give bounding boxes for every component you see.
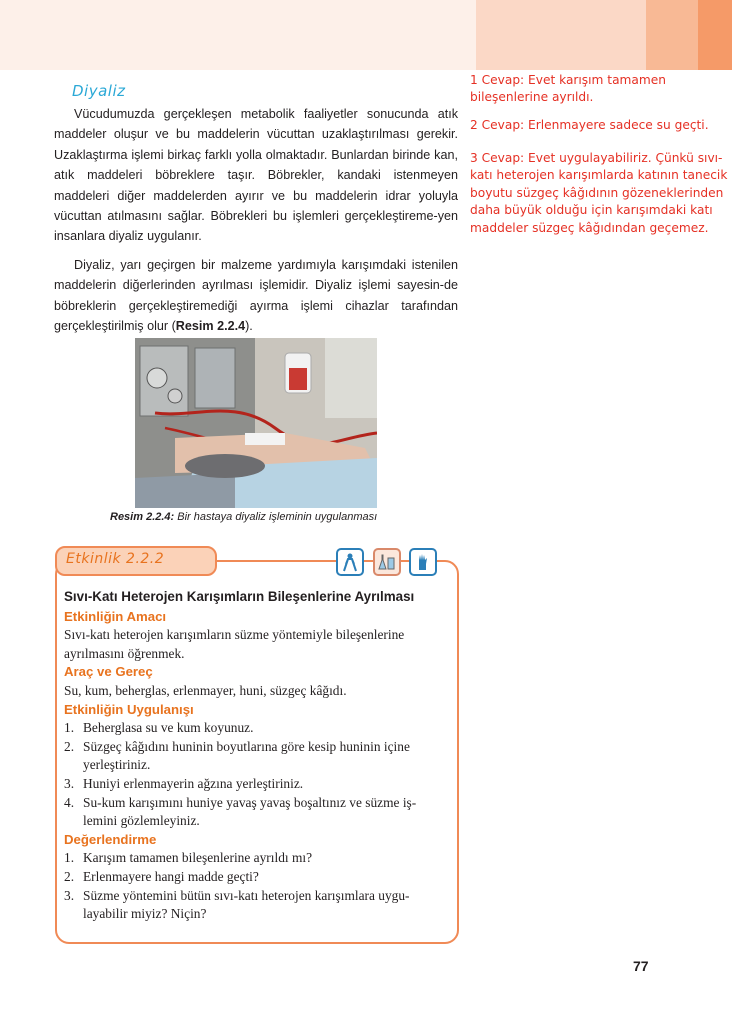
list-item: 1. Beherglasa su ve kum koyunuz. — [64, 720, 254, 736]
aim-text: Sıvı-katı heterojen karışımların süzme yöntemiyle bileşenlerine ayrılmasını öğrenmek. — [64, 627, 405, 661]
body-paragraph-2 — [54, 255, 458, 337]
figure-reference: Resim 2.2.4 — [175, 319, 246, 334]
paragraph-text — [54, 255, 458, 337]
paragraph-main: Diyaliz, yarı geçirgen bir malzeme yardımıyla karışımdaki istenilen maddelerin diğerlerinden ayrılması işlemidir. Diyaliz işlemi sayesin-de böbreklerin gerçekleştiremediği ayırma işlemi cihazlar tarafından gerçekleştirilmiş olur ( — [54, 258, 458, 334]
top-decorative-band — [0, 0, 732, 70]
steps-list — [64, 719, 448, 831]
list-item: 3. Süzme yöntemini bütün sıvı-katı heterojen karışımlara uygu-layabilir miyiz? Niçin? — [64, 887, 410, 922]
page-number: 77 — [633, 958, 649, 974]
list-item: 3. Huniyi erlenmayerin ağzına yerleştiriniz. — [64, 775, 304, 791]
band-block-mid — [646, 0, 698, 70]
activity-title: Sıvı-Katı Heterojen Karışımların Bileşenlerine Ayrılması — [64, 589, 415, 604]
dialysis-photo — [135, 338, 377, 508]
aim-heading: Etkinliğin Amacı — [64, 608, 167, 624]
figure-caption — [110, 511, 430, 523]
steps-heading: Etkinliğin Uygulanışı — [64, 701, 194, 717]
glassware-icon — [373, 548, 401, 576]
tools-heading: Araç ve Gereç — [64, 664, 153, 680]
body-paragraph-1 — [54, 104, 458, 247]
lab-coat-icon — [336, 548, 364, 576]
answer-3: 3 Cevap: Evet uygulayabiliriz. Çünkü sıvı-katı heterojen karışımlarda katının tanecik boyutu süzgeç kâğıdının gözeneklerinden daha büyük olduğu için karışımdaki katı maddeler süzgeç kâğıdından geçemez. — [470, 151, 728, 235]
paragraph-text: Vücudumuzda gerçekleşen metabolik faaliyetler sonucunda atık maddeler oluşur ve bu maddelerin vücuttan uzaklaştırılması gerekir. Uzaklaştırma işlemi birkaç farklı yolla olmaktadır. Bunlardan birinde kan, atık maddeleri böbreklere taşır. Böbrekler, kandaki istenmeyen maddeleri diğer maddelerden ayırır ve bu maddelerin idrar yoluyla vücuttan atılmasını sağlar. Böbrekleri bu işlemleri gerçekleştireme-yen insanlara diyaliz uygulanır. — [54, 107, 458, 244]
band-block-dark — [698, 0, 732, 70]
evaluation-heading: Değerlendirme — [64, 831, 157, 847]
answer-2: 2 Cevap: Erlenmayere sadece su geçti. — [470, 118, 709, 132]
caption-text: Bir hastaya diyaliz işleminin uygulanması — [177, 511, 378, 523]
activity-tab-label: Etkinlik 2.2.2 — [66, 551, 165, 567]
list-item: 2. Erlenmayere hangi madde geçti? — [64, 868, 259, 884]
activity-content — [64, 588, 448, 924]
tools-text: Su, kum, beherglas, erlenmayer, huni, süzgeç kâğıdı. — [64, 682, 347, 698]
list-item: 1. Karışım tamamen bileşenlerine ayrıldı mı? — [64, 850, 313, 866]
gloves-icon — [409, 548, 437, 576]
list-item: 4. Su-kum karışımını huniye yavaş yavaş boşaltınız ve süzme iş-lemini gözlemleyiniz. — [64, 794, 417, 829]
answer-1: 1 Cevap: Evet karışım tamamen bileşenlerine ayrıldı. — [470, 73, 666, 105]
band-block-light — [476, 0, 646, 70]
section-title: Diyaliz — [72, 82, 126, 100]
questions-list — [64, 849, 448, 923]
list-item: 2. Süzgeç kâğıdını huninin boyutlarına göre kesip huninin içine yerleştiriniz. — [64, 738, 410, 773]
caption-label: Resim 2.2.4: — [110, 511, 175, 523]
paragraph-end: ). — [245, 319, 253, 334]
